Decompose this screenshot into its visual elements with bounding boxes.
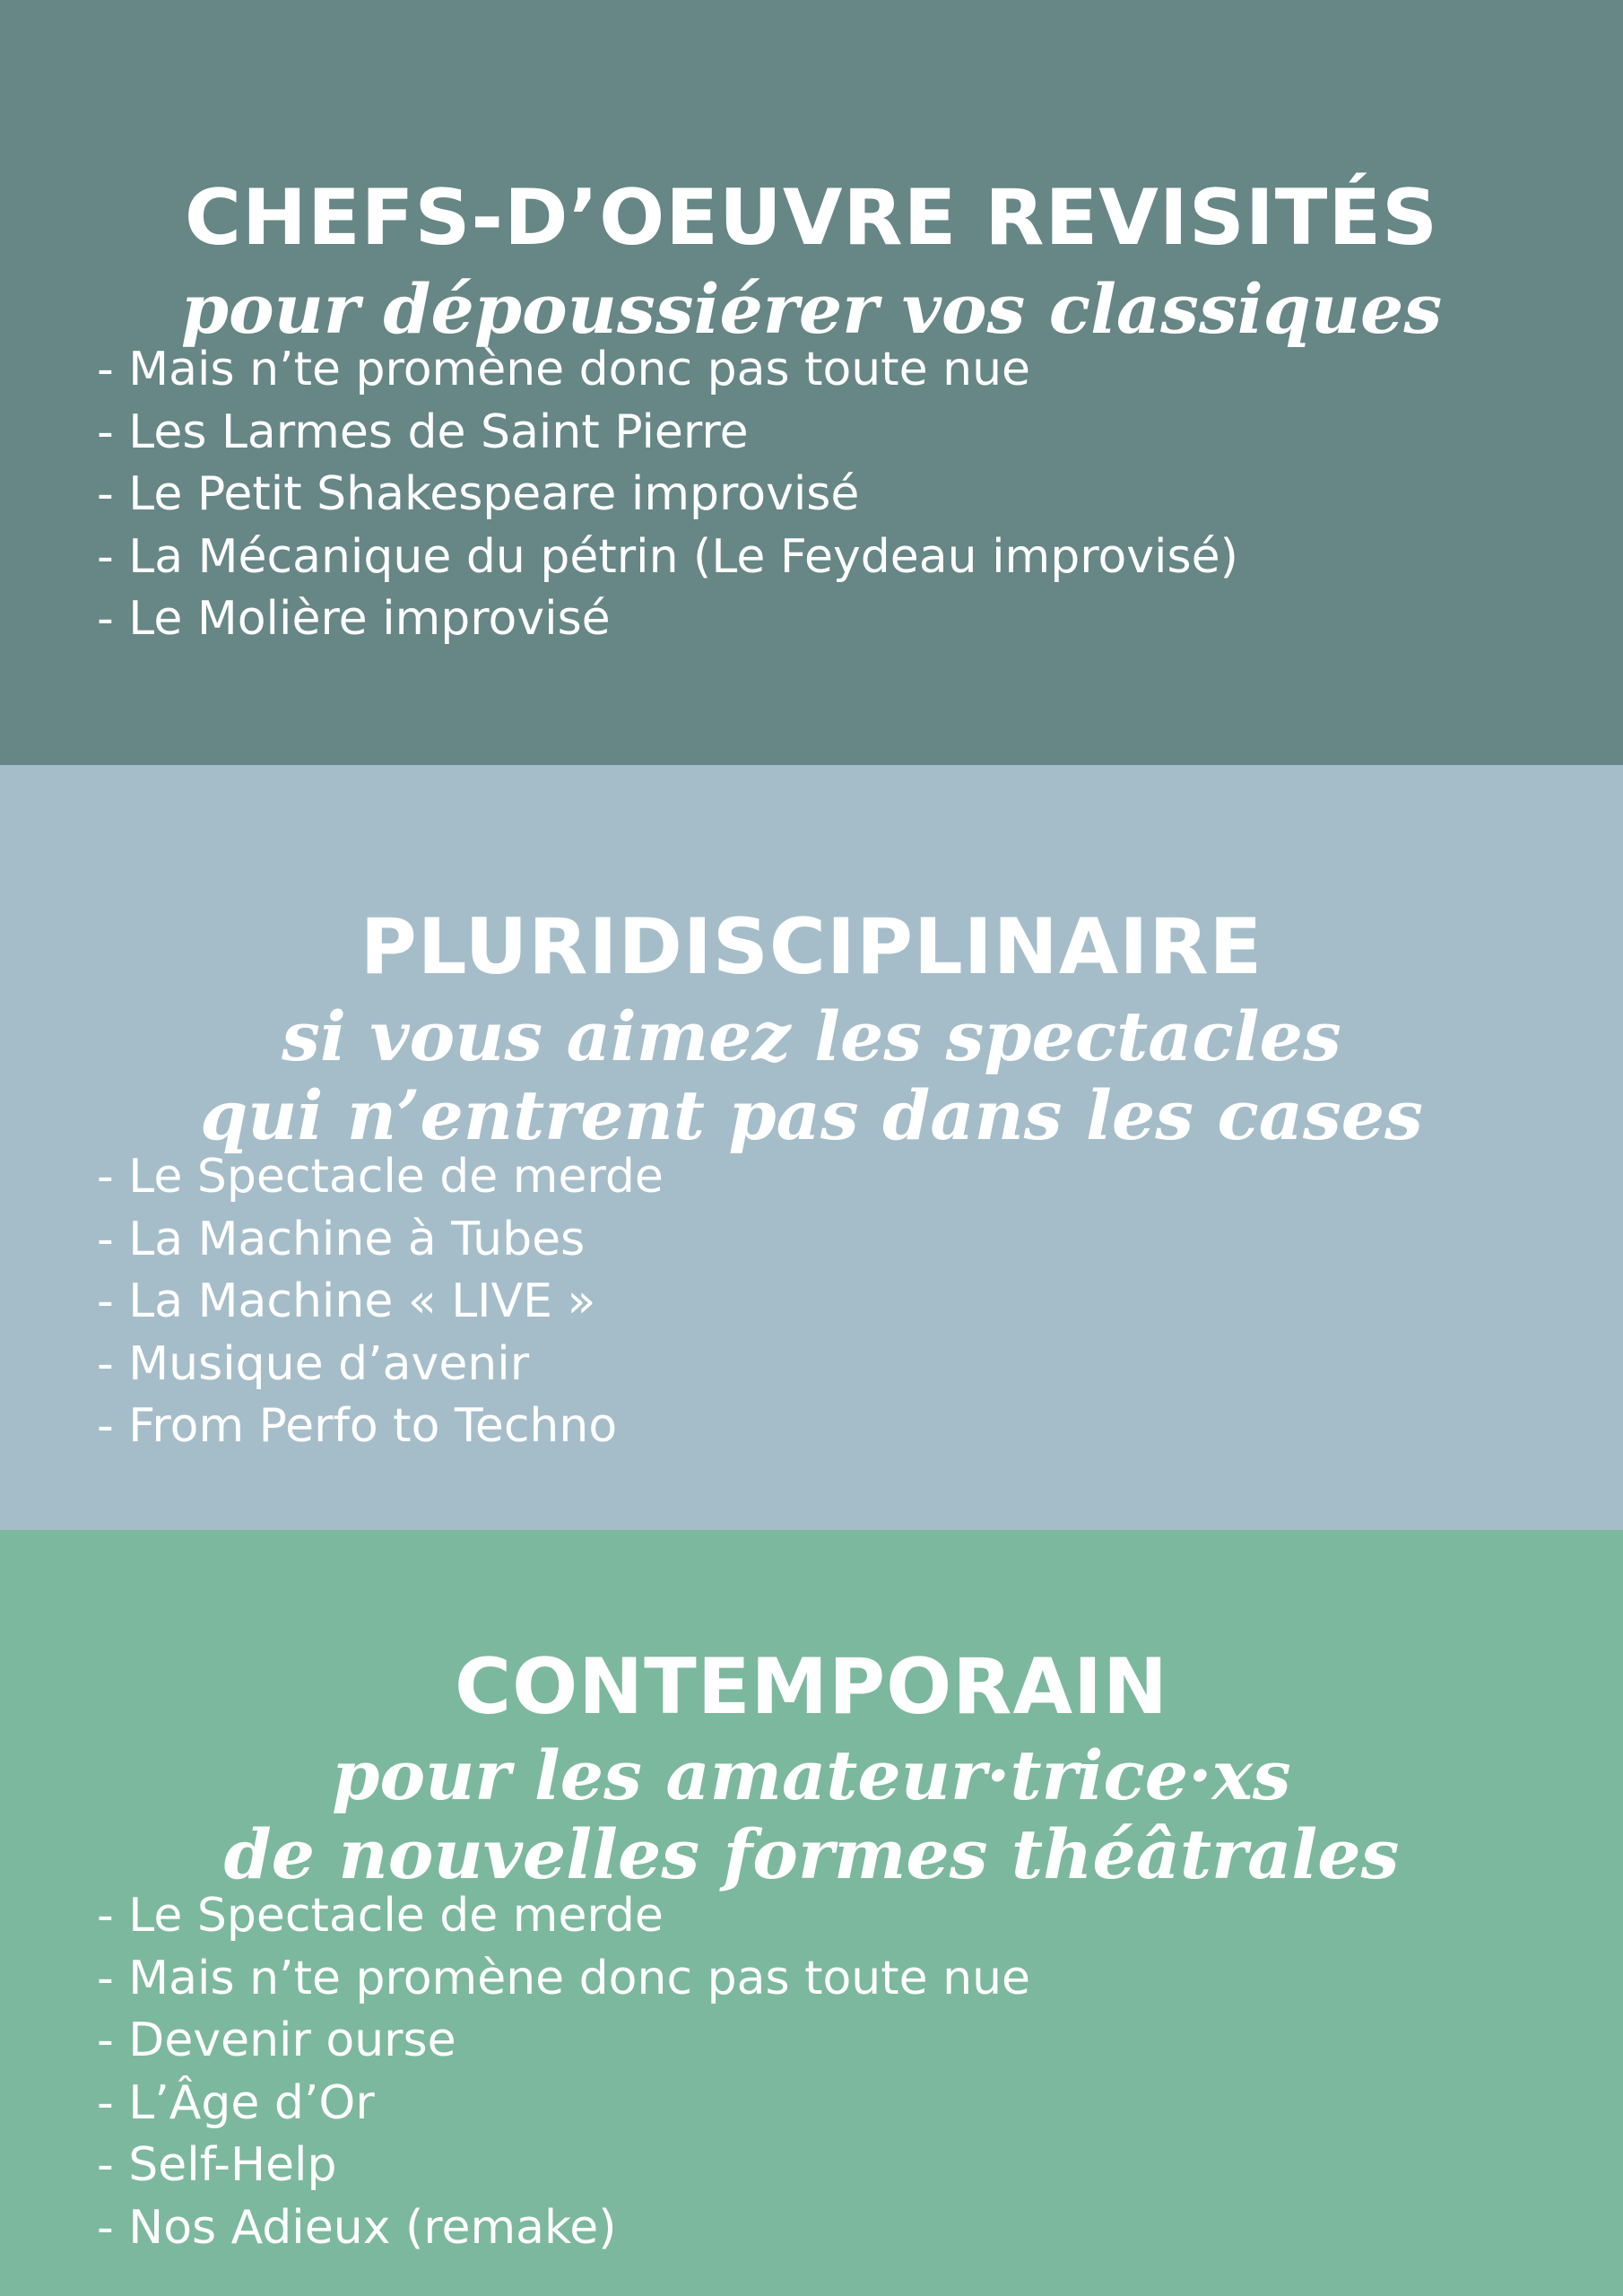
show-item: - Le Spectacle de merde	[97, 1889, 664, 1943]
section-pluridisciplinaire	[0, 765, 1623, 1530]
show-item: - La Mécanique du pétrin (Le Feydeau improvisé)	[97, 529, 1238, 584]
show-item: - La Machine « LIVE »	[97, 1274, 596, 1328]
show-item: - Musique d’avenir	[97, 1336, 530, 1391]
section-subtitle	[0, 997, 1623, 1155]
show-item: - Mais n’te promène donc pas toute nue	[97, 343, 1031, 396]
section-chefs-doeuvre	[0, 0, 1623, 765]
section-subtitle	[0, 270, 1623, 349]
section-title: PLURIDISCIPLINAIRE	[360, 901, 1263, 992]
show-item: - Le Molière improvisé	[97, 592, 611, 646]
section-title: CONTEMPORAIN	[454, 1641, 1169, 1732]
show-item: - Les Larmes de Saint Pierre	[97, 404, 749, 459]
subtitle-line: qui n’entrent pas dans les cases	[200, 1075, 1423, 1156]
subtitle-line: de nouvelles formes théâtrales	[223, 1814, 1400, 1895]
show-item: - Mais n’te promène donc pas toute nue	[97, 1951, 1031, 2005]
show-item: - Le Spectacle de merde	[97, 1150, 664, 1204]
show-item: - L’Âge d’Or	[97, 2075, 375, 2130]
show-item: - Le Petit Shakespeare improvisé	[97, 467, 860, 521]
subtitle-line: si vous aimez les spectacles	[282, 996, 1341, 1077]
show-list	[97, 1146, 664, 1458]
show-item: - La Machine à Tubes	[97, 1212, 586, 1266]
show-item: - Nos Adieux (remake)	[97, 2200, 617, 2255]
show-item: - From Perfo to Techno	[97, 1399, 618, 1453]
show-list	[97, 1885, 1030, 2259]
section-contemporain	[0, 1530, 1623, 2296]
show-item: - Devenir ourse	[97, 2013, 456, 2067]
subtitle-line: pour dépoussiérer vos classiques	[180, 269, 1443, 350]
subtitle-line: pour les amateur·trice·xs	[332, 1735, 1291, 1816]
show-item: - Self-Help	[97, 2138, 337, 2192]
show-list	[97, 339, 1238, 651]
section-title: CHEFS-D’OEUVRE REVISITÉS	[184, 172, 1439, 263]
section-subtitle	[0, 1736, 1623, 1894]
